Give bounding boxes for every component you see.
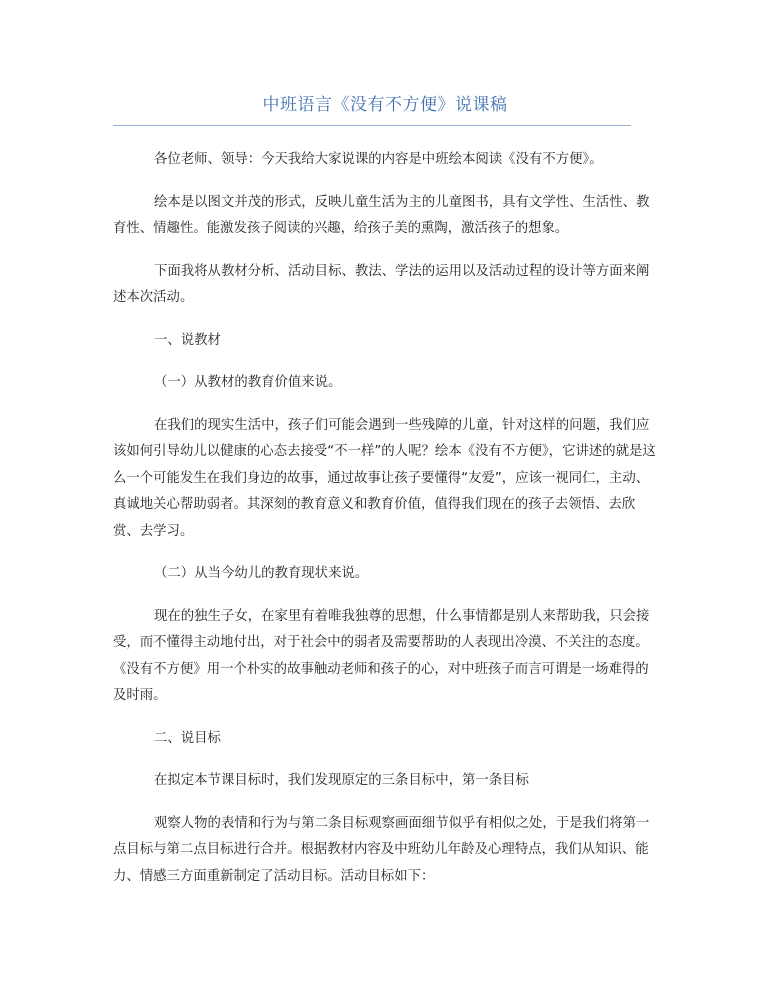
paragraph-goals-intro: 在拟定本节课目标时，我们发现原定的三条目标中，第一条目标 [154,773,529,788]
subsection-heading-status: （二）从当今幼儿的教育现状来说。 [154,566,369,581]
subsection-heading-value: （一）从教材的教育价值来说。 [154,375,342,390]
document-body [113,147,659,906]
document-title: 中班语言《没有不方便》说课稿 [262,95,508,115]
paragraph-outline: 下面我将从教材分析、活动目标、教法、学法的运用以及活动过程的设计等方面来阐述本次活动。 [113,263,650,305]
paragraph-value: 在我们的现实生活中，孩子们可能会遇到一些残障的儿童，针对这样的问题，我们应该如何引导幼儿以健康的心态去接受“不一样”的人呢？绘本《没有不方便》，它讲述的就是这么一个可能发生在我们身边的故事，通过故事让孩子要懂得“友爱”，应该一视同仁，主动、真诚地关心帮助弱者。其深刻的教育意义和教育价值，值得我们现在的孩子去领悟、去欣赏、去学习。 [113,417,656,539]
paragraph-status: 现在的独生子女，在家里有着唯我独尊的思想，什么事情都是别人来帮助我，只会接受，而不懂得主动地付出，对于社会中的弱者及需要帮助的人表现出冷漠、不关注的态度。《没有不方便》用一个朴实的故事触动老师和孩子的心，对中班孩子而言可谓是一场难得的及时雨。 [113,608,650,703]
section-heading-goals: 二、说目标 [154,730,221,746]
paragraph-picture-book: 绘本是以图文并茂的形式，反映儿童生活为主的儿童图书，具有文学性、生活性、教育性、情趣性。能激发孩子阅读的兴趣，给孩子美的熏陶，激活孩子的想象。 [113,194,650,236]
paragraph-goals-merge: 观察人物的表情和行为与第二条目标观察画面细节似乎有相似之处，于是我们将第一点目标与第二点目标进行合并。根据教材内容及中班幼儿年龄及心理特点，我们从知识、能力、情感三方面重新制定了活动目标。活动目标如下： [113,815,650,884]
section-heading-materials: 一、说教材 [154,332,221,348]
paragraph-greeting: 各位老师、领导：今天我给大家说课的内容是中班绘本阅读《没有不方便》。 [154,152,603,167]
title-underline [113,125,631,126]
